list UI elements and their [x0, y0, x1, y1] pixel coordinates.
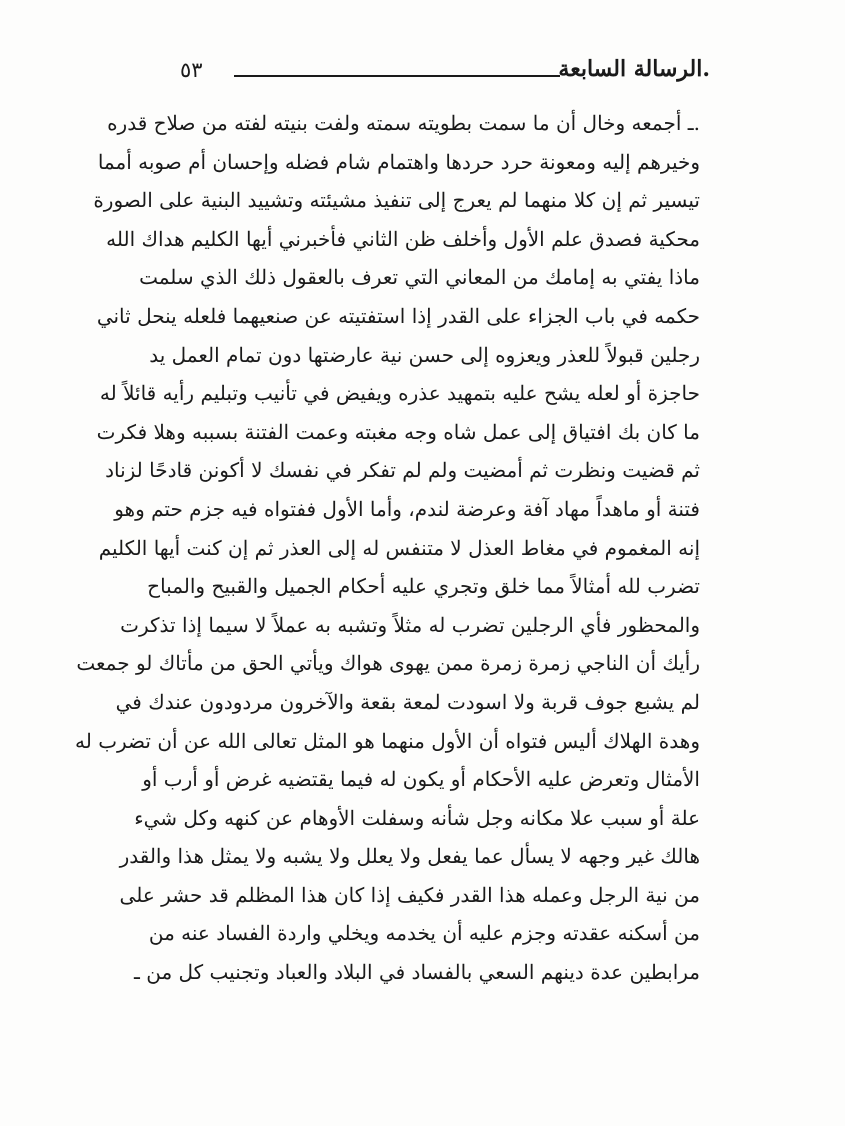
- text-line: هالك غير وجهه لا يسأل عما يفعل ولا يعلل ولا يشبه ولا يمثل هذا والقدر: [119, 844, 700, 869]
- text-line: محكية فصدق علم الأول وأخلف ظن الثاني فأخبرني أيها الكليم هداك الله: [106, 226, 700, 251]
- text-line: تضرب لله أمثالاً مما خلق وتجري عليه أحكام الجميل والقبيح والمباح: [147, 574, 700, 599]
- text-line: والمحظور فأي الرجلين تضرب له مثلاً وتشبه به عملاً لا سيما إذا تذكرت: [120, 612, 700, 637]
- running-title: .الرسالة السابعة: [558, 56, 710, 82]
- text-line: تيسير ثم إن كلا منهما لم يعرج إلى تنفيذ مشيئته وتشييد البنية على الصورة: [93, 188, 700, 213]
- text-line: فتنة أو ماهداً مهاد آفة وعرضة لندم، وأما الأول ففتواه فيه جزم حتم وهو: [114, 496, 700, 521]
- text-line: ما كان بك افتياق إلى عمل شاه وجه مغبته وعمت الفتنة بسببه وهلا فكرت: [96, 419, 700, 444]
- page-number: ٥٣: [180, 58, 203, 82]
- text-line: حاجزة أو لعله يشح عليه بتمهيد عذره ويفيض في تأنيب وتبليم رأيه قائلاً له: [99, 381, 700, 406]
- text-line: الأمثال وتعرض عليه الأحكام أو يكون له فيما يقتضيه غرض أو أرب أو: [142, 767, 700, 792]
- text-line: رجلين قبولاً للعذر ويعزوه إلى حسن نية عارضتها دون تمام العمل يد: [149, 342, 700, 367]
- header-rule: [234, 75, 560, 77]
- text-line: مرابطين عدة دينهم السعي بالفساد في البلاد والعباد وتجنيب كل من ـ: [134, 960, 700, 985]
- text-line: رأيك أن الناجي زمرة زمرة ممن يهوى هواك ويأتي الحق من مأتاك لو جمعت: [76, 651, 700, 676]
- body-text: [75, 104, 700, 992]
- text-line: وهدة الهلاك أليس فتواه أن الأول منهما هو المثل تعالى الله عن أن تضرب له: [75, 728, 700, 753]
- text-line: علة أو سبب علا مكانه وجل شأنه وسفلت الأوهام عن كنهه وكل شيء: [134, 805, 700, 830]
- text-line: من أسكنه عقدته وجزم عليه أن يخدمه ويخلي واردة الفساد عنه من: [148, 921, 700, 946]
- text-line: ماذا يفتي به إمامك من المعاني التي تعرف بالعقول ذلك الذي سلمت: [139, 265, 700, 290]
- text-line: .ـ أجمعه وخال أن ما سمت بطويته سمته ولفت بنيته لفته من صلاح قدره: [107, 111, 700, 135]
- running-head: [170, 56, 710, 96]
- text-line: إنه المغموم في مغاط العذل لا متنفس له إلى العذر ثم إن كنت أيها الكليم: [98, 535, 700, 560]
- text-line: لم يشبع جوف قربة ولا اسودت لمعة بقعة والآخرون مردودون عندك في: [115, 689, 700, 714]
- text-line: ثم قضيت ونظرت ثم أمضيت ولم لم تفكر في نفسك لا أكونن قادحًا لزناد: [105, 458, 700, 483]
- text-line: وخيرهم إليه ومعونة حرد حردها واهتمام شام فضله وإحسان أم صوبه أمما: [97, 149, 700, 174]
- text-line: من نية الرجل وعمله هذا القدر فكيف إذا كان هذا المظلم قد حشر على: [119, 882, 700, 907]
- text-line: حكمه في باب الجزاء على القدر إذا استفتيته عن صنعيهما فلعله ينحل ثاني: [96, 303, 700, 328]
